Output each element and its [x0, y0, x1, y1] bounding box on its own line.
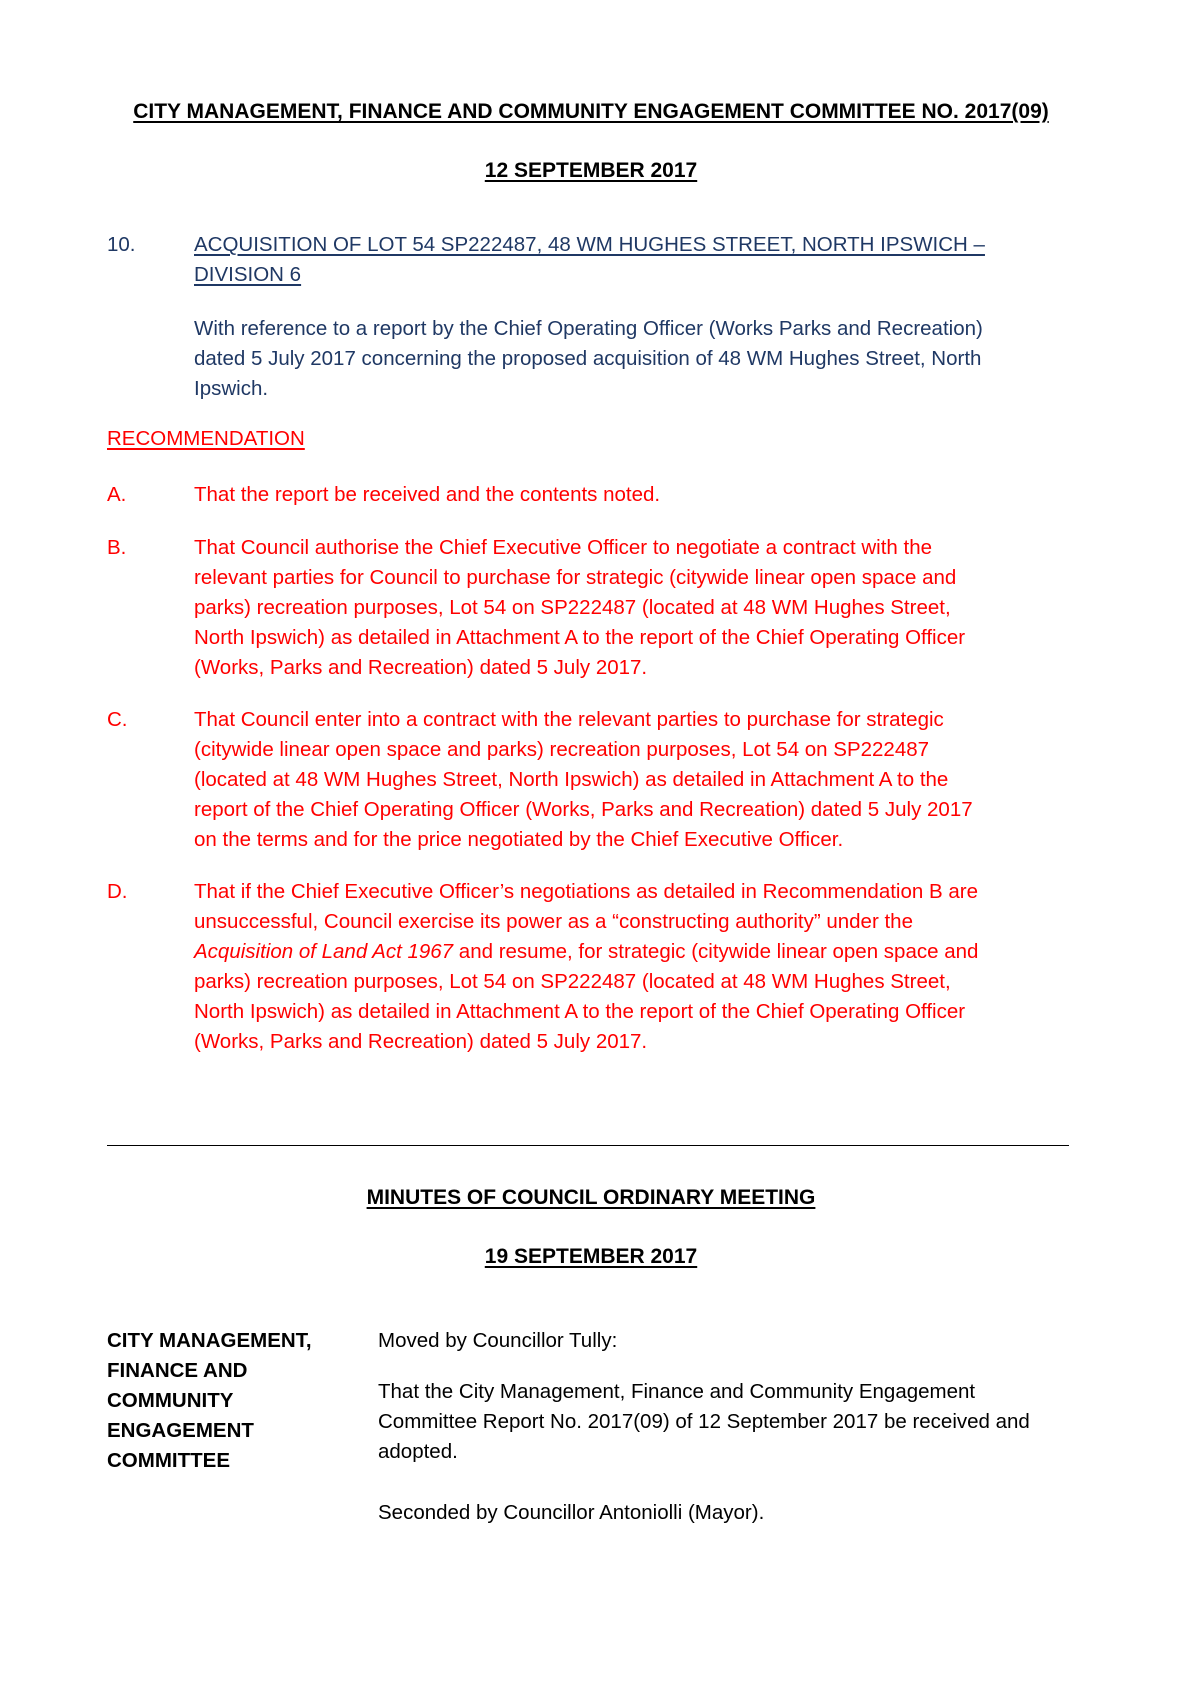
intro-line: With reference to a report by the Chief Operating Officer (Works Parks and Recreation)	[194, 317, 983, 340]
item-title-line: ACQUISITION OF LOT 54 SP222487, 48 WM HUGHES STREET, NORTH IPSWICH –	[194, 233, 985, 256]
section-divider	[107, 1145, 1069, 1146]
rec-d-text	[194, 877, 1074, 1057]
side-heading-line: COMMUNITY	[107, 1389, 234, 1412]
intro-line: dated 5 July 2017 concerning the proposed acquisition of 48 WM Hughes Street, North	[194, 347, 982, 370]
rec-c-line: report of the Chief Operating Officer (Works, Parks and Recreation) dated 5 July 2017	[194, 798, 973, 821]
rec-b-line: relevant parties for Council to purchase for strategic (citywide linear open space and	[194, 566, 957, 589]
item-intro	[194, 314, 1074, 404]
seconded-by: Seconded by Councillor Antoniolli (Mayor).	[378, 1501, 765, 1524]
committee-side-heading	[107, 1326, 357, 1476]
side-heading-line: ENGAGEMENT	[107, 1419, 254, 1442]
motion-line: Committee Report No. 2017(09) of 12 September 2017 be received and	[378, 1410, 1030, 1433]
rec-d-line	[194, 937, 1074, 967]
rec-d-line: parks) recreation purposes, Lot 54 on SP222487 (located at 48 WM Hughes Street,	[194, 970, 951, 993]
rec-c-line: on the terms and for the price negotiated by the Chief Executive Officer.	[194, 828, 844, 851]
rec-b-line: North Ipswich) as detailed in Attachment A to the report of the Chief Operating Officer	[194, 626, 966, 649]
rec-c-label: C.	[107, 708, 128, 731]
item-title	[194, 230, 1074, 290]
rec-d-line: unsuccessful, Council exercise its power as a “constructing authority” under the	[194, 910, 913, 933]
rec-a-label: A.	[107, 483, 127, 506]
rec-d-line: North Ipswich) as detailed in Attachment A to the report of the Chief Operating Officer	[194, 1000, 966, 1023]
item-number: 10.	[107, 233, 136, 256]
side-heading-line: FINANCE AND	[107, 1359, 248, 1382]
rec-b-text	[194, 533, 1074, 683]
recommendation-heading: RECOMMENDATION	[107, 427, 305, 450]
item-title-line: DIVISION 6	[194, 263, 302, 286]
rec-c-text	[194, 705, 1074, 855]
rec-b-line: That Council authorise the Chief Executive Officer to negotiate a contract with the	[194, 536, 933, 559]
committee-date: 12 SEPTEMBER 2017	[484, 159, 698, 182]
rec-c-line: (citywide linear open space and parks) recreation purposes, Lot 54 on SP222487	[194, 738, 930, 761]
rec-b-line: (Works, Parks and Recreation) dated 5 July 2017.	[194, 656, 648, 679]
rec-c-line: That Council enter into a contract with the relevant parties to purchase for strategic	[194, 708, 944, 731]
rec-a-text	[194, 480, 1074, 510]
rec-d-line-rest: and resume, for strategic (citywide linear open space and	[453, 940, 979, 963]
committee-title: CITY MANAGEMENT, FINANCE AND COMMUNITY ENGAGEMENT COMMITTEE NO. 2017(09)	[133, 100, 1049, 123]
act-name: Acquisition of Land Act 1967	[194, 940, 454, 963]
minutes-date: 19 SEPTEMBER 2017	[484, 1245, 698, 1268]
rec-d-line: That if the Chief Executive Officer’s negotiations as detailed in Recommendation B are	[194, 880, 978, 903]
intro-line: Ipswich.	[194, 377, 269, 400]
moved-by: Moved by Councillor Tully:	[378, 1329, 618, 1352]
rec-a-line: That the report be received and the contents noted.	[194, 483, 661, 506]
motion-line: adopted.	[378, 1440, 458, 1463]
rec-c-line: (located at 48 WM Hughes Street, North Ipswich) as detailed in Attachment A to the	[194, 768, 949, 791]
motion-text	[378, 1377, 1118, 1467]
minutes-title: MINUTES OF COUNCIL ORDINARY MEETING	[366, 1186, 816, 1209]
rec-b-label: B.	[107, 536, 127, 559]
rec-b-line: parks) recreation purposes, Lot 54 on SP222487 (located at 48 WM Hughes Street,	[194, 596, 951, 619]
rec-d-line: (Works, Parks and Recreation) dated 5 July 2017.	[194, 1030, 648, 1053]
side-heading-line: COMMITTEE	[107, 1449, 230, 1472]
side-heading-line: CITY MANAGEMENT,	[107, 1329, 312, 1352]
motion-line: That the City Management, Finance and Community Engagement	[378, 1380, 976, 1403]
rec-d-label: D.	[107, 880, 128, 903]
